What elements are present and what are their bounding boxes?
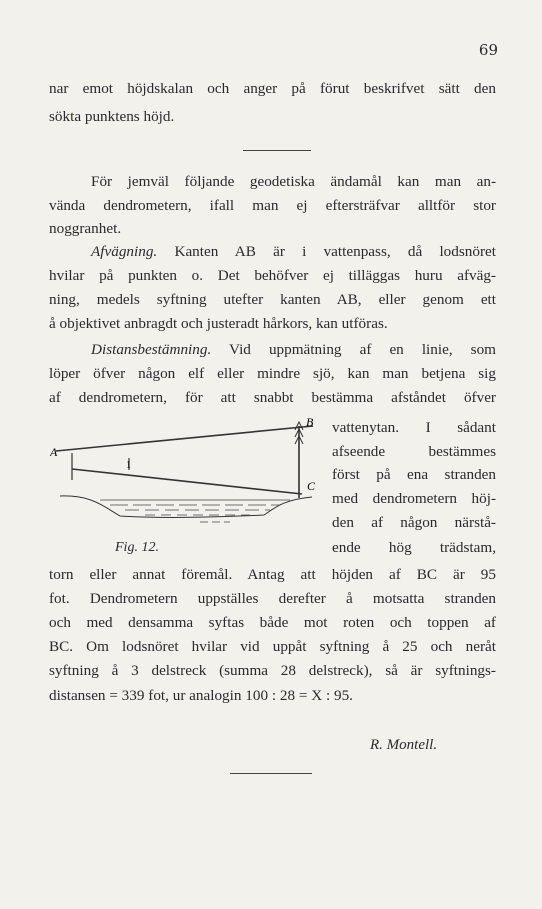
text-run: Vid uppmätning af en linie, som	[211, 341, 496, 358]
text-line: nar emot höjdskalan och anger på förut beskrifvet sätt den	[49, 80, 496, 97]
text-line: vända dendrometern, ifall man ej eftersträfvar alltför stor	[49, 197, 496, 214]
section-lead: Afvägning.	[91, 243, 158, 260]
figure-caption: Fig. 12.	[115, 540, 159, 555]
text-line: löper öfver någon elf eller mindre sjö, kan man betjena sig	[49, 365, 496, 382]
text-line-right: vattenytan. I sådant	[332, 419, 496, 436]
text-line: syftning å 3 delstreck (summa 28 delstreck), så är syftnings-	[49, 662, 496, 679]
text-line: fot. Dendrometern uppställes derefter å motsatta stranden	[49, 590, 496, 607]
text-line: För jemväl följande geodetiska ändamål kan man an-	[91, 173, 496, 190]
label-c: C	[307, 479, 316, 493]
end-divider	[230, 773, 312, 774]
text-line-right: först på ena stranden	[332, 466, 496, 483]
shoreline	[60, 496, 312, 517]
paragraph-first-line	[91, 242, 496, 262]
text-line: hvilar på punkten o. Det behöfver ej tilläggas huru afväg-	[49, 267, 496, 284]
text-line-right: ende hög trädstam,	[332, 539, 496, 556]
label-1: 1	[126, 460, 131, 471]
text-line: sökta punktens höjd.	[49, 108, 175, 125]
sight-line-bottom	[72, 469, 302, 494]
text-line: af dendrometern, för att snabbt bestämma afståndet öfver	[49, 389, 496, 406]
figure-12-diagram	[50, 410, 330, 560]
section-divider	[243, 150, 311, 151]
text-line: BC. Om lodsnöret hvilar vid uppåt syftning å 25 och neråt	[49, 638, 496, 655]
text-line: ning, medels syftning utefter kanten AB, eller genom ett	[49, 291, 496, 308]
text-line: och med densamma syftas både mot roten och toppen af	[49, 614, 496, 631]
sight-line-top	[56, 426, 313, 451]
text-line-right: den af någon närstå-	[332, 514, 496, 531]
signature: R. Montell.	[370, 737, 438, 753]
label-a: A	[50, 445, 58, 459]
text-run: Kanten AB är i vattenpass, då lodsnöret	[157, 243, 496, 260]
text-line: å objektivet anbragdt och justeradt hårkors, kan utföras.	[49, 315, 388, 332]
page-number: 69	[478, 41, 498, 59]
text-line-right: afseende bestämmes	[332, 443, 496, 460]
section-lead: Distansbestämning.	[91, 341, 212, 358]
label-b: B	[306, 415, 314, 429]
text-line: distansen = 339 fot, ur analogin 100 : 28 = X : 95.	[49, 687, 353, 704]
paragraph-first-line	[91, 340, 496, 360]
text-line: torn eller annat föremål. Antag att höjden af BC är 95	[49, 566, 496, 583]
text-line: noggranhet.	[49, 220, 122, 237]
text-line-right: med dendrometern höj-	[332, 490, 496, 507]
